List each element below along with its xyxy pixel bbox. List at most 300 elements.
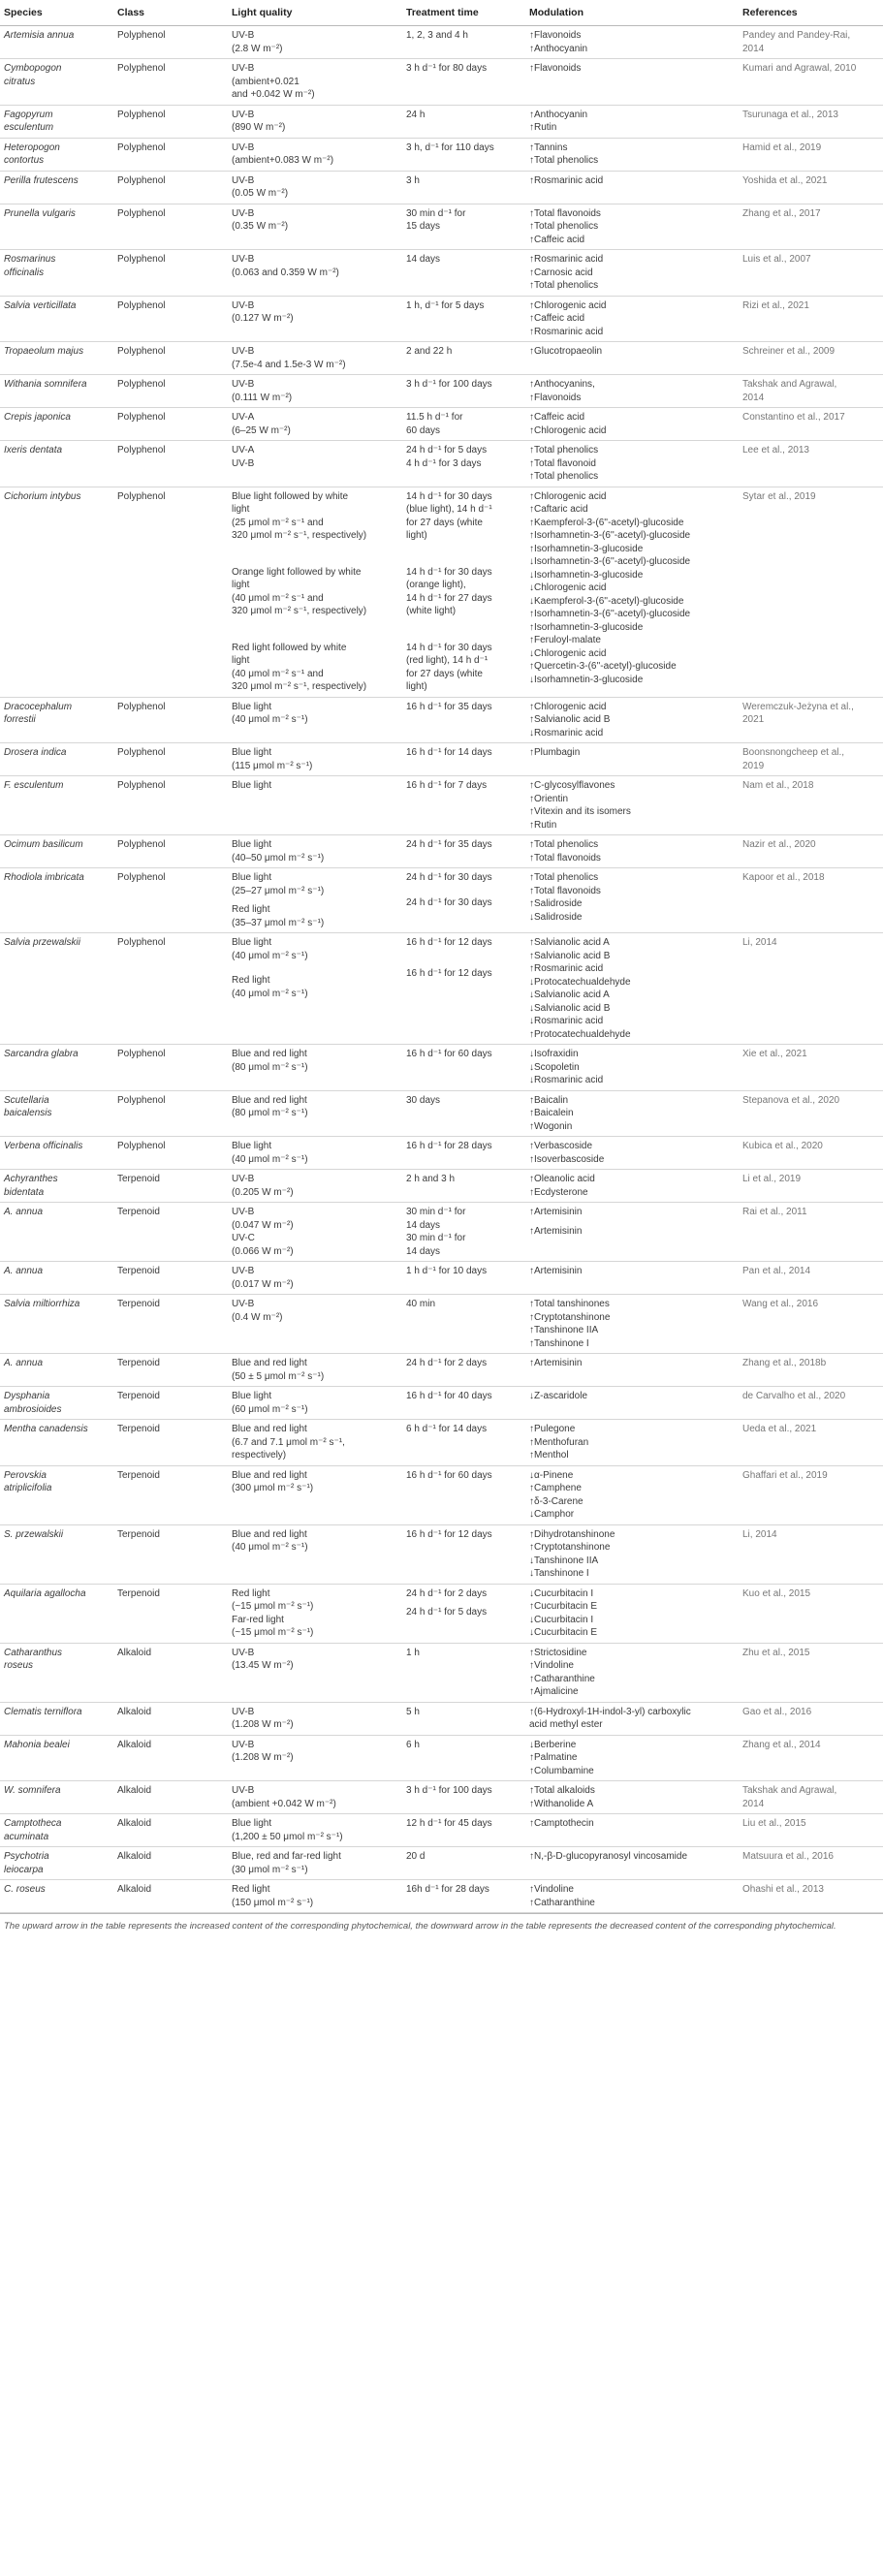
cell-species-line: Artemisia annua <box>4 30 75 42</box>
table-row <box>0 1090 883 1137</box>
cell-light-quality-line: light <box>232 504 250 516</box>
cell-light-quality-line: Blue light <box>232 839 272 851</box>
cell-light-quality-line: (35–37 μmol m⁻² s⁻¹) <box>232 917 325 928</box>
table-row <box>0 1524 883 1584</box>
cell-species-line: S. przewalskii <box>4 1528 64 1540</box>
cell-modulation-line: ↑Salidroside <box>529 898 583 910</box>
cell-references <box>739 776 883 835</box>
cell-class-line: Terpenoid <box>117 1469 160 1481</box>
cell-species-line: Rhodiola imbricata <box>4 872 84 884</box>
cell-references-line: Zhang et al., 2018b <box>742 1358 827 1369</box>
cell-treatment-time <box>402 204 525 250</box>
cell-treatment-time-line: 24 h d⁻¹ for 35 days <box>406 839 492 851</box>
cell-modulation-line: ↑Salvianolic acid B <box>529 950 611 961</box>
table-row <box>0 487 883 697</box>
cell-treatment-time-line: 16 h d⁻¹ for 7 days <box>406 780 488 792</box>
cell-treatment-time-line: 60 days <box>406 424 441 436</box>
table-row <box>0 204 883 250</box>
cell-modulation-line: ↑Total tanshinones <box>529 1299 610 1310</box>
cell-modulation-line: ↑Kaempferol-3-(6''-acetyl)-glucoside <box>529 517 684 528</box>
cell-treatment-time <box>402 1880 525 1913</box>
cell-light-quality <box>228 1420 402 1466</box>
cell-light-quality-line: Blue light <box>232 780 272 792</box>
cell-treatment-time-line: 14 days <box>406 1219 441 1231</box>
cell-references-line: Nam et al., 2018 <box>742 780 814 792</box>
cell-light-quality-line: (40 μmol m⁻² s⁻¹ and <box>232 592 324 604</box>
cell-modulation-line: ↓Tanshinone IIA <box>529 1555 599 1566</box>
cell-modulation-line: ↑Artemisinin <box>529 1358 583 1369</box>
cell-modulation-line: ↓α-Pinene <box>529 1469 574 1481</box>
cell-modulation <box>525 1781 739 1814</box>
cell-references-line: Rizi et al., 2021 <box>742 299 809 311</box>
cell-treatment-time-line: 14 h d⁻¹ for 30 days <box>406 490 492 502</box>
cell-treatment-time-line: 24 h d⁻¹ for 2 days <box>406 1358 488 1369</box>
cell-treatment-time-line: 3 h d⁻¹ for 100 days <box>406 1785 492 1797</box>
cell-references <box>739 1262 883 1295</box>
cell-modulation-line: ↑Menthofuran <box>529 1436 589 1448</box>
cell-light-quality-line: (0.4 W m⁻²) <box>232 1311 283 1323</box>
cell-light-quality <box>228 59 402 106</box>
cell-references-line: Sytar et al., 2019 <box>742 490 816 502</box>
cell-treatment-time <box>402 1354 525 1387</box>
cell-references <box>739 1524 883 1584</box>
cell-class <box>113 1880 228 1913</box>
cell-light-quality-line: Blue and red light <box>232 1094 307 1106</box>
cell-class-line: Polyphenol <box>117 1049 166 1060</box>
cell-modulation-line: ↑Chlorogenic acid <box>529 424 607 436</box>
cell-class-line: Terpenoid <box>117 1424 160 1435</box>
cell-treatment-time-line: 3 h <box>406 174 420 186</box>
cell-modulation <box>525 1203 739 1262</box>
cell-modulation-line: ↑Dihydrotanshinone <box>529 1528 615 1540</box>
cell-treatment-time <box>402 1584 525 1643</box>
cell-species-line: Cymbopogon <box>4 63 62 75</box>
table-row <box>0 138 883 171</box>
cell-class-line: Polyphenol <box>117 701 166 712</box>
cell-modulation-line: ↑Salvianolic acid B <box>529 714 611 726</box>
table-row <box>0 776 883 835</box>
cell-modulation <box>525 105 739 138</box>
cell-light-quality-line: UV-B <box>232 63 255 75</box>
cell-modulation-line: ↑Salvianolic acid A <box>529 937 610 949</box>
cell-modulation-line: ↑Caffeic acid <box>529 234 585 245</box>
cell-light-quality-line: respectively) <box>232 1450 287 1461</box>
cell-class-line: Polyphenol <box>117 346 166 358</box>
cell-light-quality-line: Blue light followed by white <box>232 490 349 502</box>
cell-light-quality <box>228 1847 402 1880</box>
cell-species-line: officinalis <box>4 267 45 278</box>
cell-species <box>0 868 113 933</box>
cell-references-line: Zhang et al., 2017 <box>742 207 821 219</box>
cell-light-quality-line: Blue light <box>232 1391 272 1402</box>
cell-light-quality <box>228 441 402 487</box>
cell-treatment-time-line: 16 h d⁻¹ for 60 days <box>406 1049 492 1060</box>
cell-modulation-line: ↑Isorhamnetin-3-(6''-acetyl)-glucoside <box>529 530 691 542</box>
cell-references-line: Li, 2014 <box>742 1528 777 1540</box>
cell-species-line: Aquilaria agallocha <box>4 1587 86 1599</box>
cell-light-quality-line: (40 μmol m⁻² s⁻¹) <box>232 988 308 999</box>
cell-treatment-time <box>402 1524 525 1584</box>
cell-light-quality <box>228 1137 402 1170</box>
cell-light-quality-line: Red light <box>232 975 270 987</box>
cell-modulation-line: ↑Vindoline <box>529 1660 574 1672</box>
cell-references-line: 2021 <box>742 714 765 726</box>
cell-light-quality-line: Blue light <box>232 872 272 884</box>
table-row <box>0 1465 883 1524</box>
cell-class <box>113 835 228 868</box>
cell-modulation <box>525 776 739 835</box>
cell-references <box>739 1847 883 1880</box>
cell-modulation <box>525 1354 739 1387</box>
cell-light-quality-line: (0.047 W m⁻²) <box>232 1219 294 1231</box>
cell-modulation-line: ↑Total phenolics <box>529 839 599 851</box>
cell-class-line: Polyphenol <box>117 490 166 502</box>
cell-modulation-line: ↑(6-Hydroxyl-1H-indol-3-yl) carboxylic <box>529 1706 691 1717</box>
cell-references <box>739 204 883 250</box>
cell-treatment-time-line: 30 min d⁻¹ for <box>406 1207 466 1218</box>
cell-light-quality <box>228 868 402 933</box>
cell-class <box>113 408 228 441</box>
cell-class-line: Terpenoid <box>117 1587 160 1599</box>
cell-class <box>113 1524 228 1584</box>
cell-modulation-line: ↑Flavonoids <box>529 63 582 75</box>
cell-treatment-time <box>402 1295 525 1354</box>
cell-modulation-line: ↑Rosmarinic acid <box>529 254 604 266</box>
header-references: References <box>739 0 883 26</box>
cell-light-quality <box>228 1643 402 1702</box>
cell-modulation <box>525 1735 739 1781</box>
cell-class <box>113 1354 228 1387</box>
cell-modulation-line: ↓Chlorogenic acid <box>529 647 607 659</box>
cell-class <box>113 1781 228 1814</box>
cell-modulation-line: ↑Glucotropaeolin <box>529 346 603 358</box>
cell-modulation <box>525 1137 739 1170</box>
cell-modulation-line: ↓Chlorogenic acid <box>529 582 607 594</box>
cell-light-quality-line: 320 μmol m⁻² s⁻¹, respectively) <box>232 530 367 542</box>
table-row <box>0 1584 883 1643</box>
cell-modulation-line: ↑Cryptotanshinone <box>529 1542 611 1554</box>
table-row <box>0 1295 883 1354</box>
cell-modulation-line: ↑Isorhamnetin-3-glucoside <box>529 543 644 554</box>
cell-modulation <box>525 441 739 487</box>
cell-treatment-time-line: 16 h d⁻¹ for 12 days <box>406 967 492 979</box>
cell-references-line: 2019 <box>742 760 765 771</box>
cell-light-quality-line: (0.35 W m⁻²) <box>232 221 289 233</box>
table-row <box>0 408 883 441</box>
table-row <box>0 1420 883 1466</box>
cell-species <box>0 1387 113 1420</box>
cell-class <box>113 1295 228 1354</box>
cell-class-line: Alkaloid <box>117 1884 152 1896</box>
cell-treatment-time-line: 2 and 22 h <box>406 346 453 358</box>
cell-treatment-time <box>402 1465 525 1524</box>
cell-class-line: Polyphenol <box>117 412 166 424</box>
cell-light-quality <box>228 375 402 408</box>
cell-references-line: Gao et al., 2016 <box>742 1706 812 1717</box>
cell-references-line: Kumari and Agrawal, 2010 <box>742 63 857 75</box>
cell-class-line: Polyphenol <box>117 780 166 792</box>
cell-species-line: A. annua <box>4 1207 44 1218</box>
cell-species <box>0 26 113 59</box>
cell-class-line: Terpenoid <box>117 1528 160 1540</box>
cell-treatment-time-line: 16 h d⁻¹ for 60 days <box>406 1469 492 1481</box>
cell-light-quality <box>228 1354 402 1387</box>
cell-light-quality-line: Orange light followed by white <box>232 566 362 578</box>
cell-light-quality-line: light <box>232 655 250 667</box>
table-row <box>0 1262 883 1295</box>
cell-species <box>0 487 113 697</box>
header-row <box>0 0 883 26</box>
cell-light-quality-line: (6–25 W m⁻²) <box>232 424 291 436</box>
table-row <box>0 1643 883 1702</box>
cell-references <box>739 1880 883 1913</box>
cell-modulation <box>525 342 739 375</box>
cell-references-line: Hamid et al., 2019 <box>742 141 822 153</box>
cell-light-quality <box>228 1090 402 1137</box>
cell-class-line: Terpenoid <box>117 1299 160 1310</box>
cell-light-quality-line: (25–27 μmol m⁻² s⁻¹) <box>232 885 325 896</box>
cell-light-quality-line: (ambient +0.042 W m⁻²) <box>232 1798 336 1809</box>
cell-treatment-time <box>402 59 525 106</box>
cell-class <box>113 59 228 106</box>
cell-class <box>113 296 228 342</box>
cell-species-line: A. annua <box>4 1266 44 1277</box>
cell-light-quality-line: UV-B <box>232 1174 255 1185</box>
cell-light-quality-line: (0.127 W m⁻²) <box>232 313 294 325</box>
cell-class-line: Alkaloid <box>117 1785 152 1797</box>
cell-species <box>0 1262 113 1295</box>
cell-modulation-line: ↑Flavonoids <box>529 30 582 42</box>
cell-species-line: roseus <box>4 1660 34 1672</box>
cell-class-line: Terpenoid <box>117 1391 160 1402</box>
cell-species <box>0 697 113 743</box>
cell-light-quality <box>228 1295 402 1354</box>
cell-light-quality-line: UV-B <box>232 1706 255 1717</box>
cell-class-line: Alkaloid <box>117 1739 152 1750</box>
cell-modulation-line: ↑Chlorogenic acid <box>529 299 607 311</box>
cell-modulation-line: ↑Tanshinone I <box>529 1337 589 1349</box>
cell-modulation <box>525 375 739 408</box>
cell-references-line: Kubica et al., 2020 <box>742 1141 823 1152</box>
table-row <box>0 1045 883 1091</box>
cell-references <box>739 1295 883 1354</box>
cell-references <box>739 171 883 204</box>
cell-modulation <box>525 1702 739 1735</box>
cell-class <box>113 487 228 697</box>
cell-modulation-line: ↑Quercetin-3-(6''-acetyl)-glucoside <box>529 661 677 673</box>
table-row <box>0 1137 883 1170</box>
cell-treatment-time-line: 24 h d⁻¹ for 30 days <box>406 872 492 884</box>
cell-references <box>739 1584 883 1643</box>
cell-species <box>0 1781 113 1814</box>
cell-class <box>113 342 228 375</box>
cell-modulation-line: ↑Total flavonoids <box>529 852 601 864</box>
cell-references-line: Zhu et al., 2015 <box>742 1647 810 1658</box>
cell-species-line: Drosera indica <box>4 747 67 759</box>
cell-class-line: Polyphenol <box>117 1094 166 1106</box>
table-row <box>0 375 883 408</box>
cell-light-quality-line: UV-B <box>232 174 255 186</box>
cell-modulation-line: ↑Caffeic acid <box>529 412 585 424</box>
cell-modulation-line: ↑Total alkaloids <box>529 1785 595 1797</box>
cell-modulation-line: ↑Plumbagin <box>529 747 581 759</box>
cell-modulation-line: ↑Cucurbitacin E <box>529 1601 598 1613</box>
cell-modulation-line: ↑Orientin <box>529 793 569 804</box>
cell-treatment-time-line: 3 h d⁻¹ for 80 days <box>406 63 488 75</box>
cell-treatment-time-line: 2 h and 3 h <box>406 1174 456 1185</box>
cell-references-line: Li, 2014 <box>742 937 777 949</box>
cell-light-quality <box>228 105 402 138</box>
cell-modulation-line: ↑Total phenolics <box>529 221 599 233</box>
header-light-quality: Light quality <box>228 0 402 26</box>
cell-species <box>0 441 113 487</box>
cell-class-line: Polyphenol <box>117 1141 166 1152</box>
cell-modulation-line: ↑Ecdysterone <box>529 1186 588 1198</box>
cell-treatment-time-line: 24 h d⁻¹ for 5 days <box>406 1607 488 1618</box>
cell-species <box>0 59 113 106</box>
cell-modulation-line: ↑Caftaric acid <box>529 504 588 516</box>
cell-species-line: Withania somnifera <box>4 379 87 391</box>
cell-light-quality <box>228 933 402 1045</box>
cell-modulation-line: ↑C-glycosylflavones <box>529 780 615 792</box>
cell-species-line: Camptotheca <box>4 1818 62 1830</box>
cell-modulation-line: ↑Vindoline <box>529 1884 574 1896</box>
cell-treatment-time-line: 24 h d⁻¹ for 5 days <box>406 445 488 456</box>
cell-references <box>739 1702 883 1735</box>
cell-treatment-time <box>402 1847 525 1880</box>
cell-class <box>113 1735 228 1781</box>
cell-light-quality-line: (80 μmol m⁻² s⁻¹) <box>232 1061 308 1073</box>
cell-species-line: Perilla frutescens <box>4 174 79 186</box>
cell-class <box>113 933 228 1045</box>
cell-species <box>0 250 113 297</box>
cell-treatment-time <box>402 1643 525 1702</box>
cell-light-quality <box>228 697 402 743</box>
cell-species-line: Ocimum basilicum <box>4 839 83 851</box>
cell-class <box>113 1137 228 1170</box>
cell-species-line: F. esculentum <box>4 780 64 792</box>
cell-species <box>0 1643 113 1702</box>
cell-references-line: Wang et al., 2016 <box>742 1299 819 1310</box>
cell-treatment-time-line: 30 min d⁻¹ for <box>406 207 466 219</box>
cell-light-quality <box>228 835 402 868</box>
cell-treatment-time <box>402 487 525 697</box>
table-row <box>0 933 883 1045</box>
cell-modulation-line: ↑Rosmarinic acid <box>529 326 604 337</box>
cell-light-quality-line: UV-A <box>232 412 255 424</box>
cell-references <box>739 1354 883 1387</box>
cell-species <box>0 171 113 204</box>
cell-modulation-line: ↑Baicalein <box>529 1108 574 1119</box>
cell-references-line: Pandey and Pandey-Rai, <box>742 30 851 42</box>
cell-modulation <box>525 697 739 743</box>
cell-light-quality-line: (~15 μmol m⁻² s⁻¹) <box>232 1601 314 1613</box>
cell-modulation-line: ↑N,-β-D-glucopyranosyl vincosamide <box>529 1851 688 1863</box>
cell-references-line: Xie et al., 2021 <box>742 1049 807 1060</box>
cell-treatment-time-line: 14 h d⁻¹ for 30 days <box>406 642 492 653</box>
cell-class <box>113 204 228 250</box>
cell-modulation-line: ↓Tanshinone I <box>529 1568 589 1580</box>
cell-modulation-line: ↓Cucurbitacin E <box>529 1627 598 1639</box>
cell-light-quality <box>228 1814 402 1847</box>
cell-references <box>739 408 883 441</box>
cell-light-quality-line: (0.017 W m⁻²) <box>232 1278 294 1290</box>
table-row <box>0 1847 883 1880</box>
cell-references-line: 2014 <box>742 392 765 403</box>
cell-references <box>739 1090 883 1137</box>
cell-references <box>739 105 883 138</box>
cell-light-quality-line: Blue and red light <box>232 1528 307 1540</box>
cell-light-quality <box>228 1524 402 1584</box>
cell-modulation <box>525 1465 739 1524</box>
cell-light-quality-line: Blue, red and far-red light <box>232 1851 341 1863</box>
cell-modulation-line: ↑Oleanolic acid <box>529 1174 595 1185</box>
cell-references-line: Boonsnongcheep et al., <box>742 747 845 759</box>
cell-references-line: Lee et al., 2013 <box>742 445 809 456</box>
cell-references-line: Weremczuk-Jeżyna et al., <box>742 701 854 712</box>
cell-modulation <box>525 1584 739 1643</box>
cell-light-quality-line: (1,200 ± 50 μmol m⁻² s⁻¹) <box>232 1831 343 1842</box>
cell-light-quality-line: Blue light <box>232 1818 272 1830</box>
cell-treatment-time <box>402 26 525 59</box>
cell-references-line: Takshak and Agrawal, <box>742 1785 837 1797</box>
table-row <box>0 26 883 59</box>
cell-light-quality-line: 320 μmol m⁻² s⁻¹, respectively) <box>232 606 367 617</box>
cell-references-line: Ohashi et al., 2013 <box>742 1884 824 1896</box>
cell-treatment-time-line: (red light), 14 h d⁻¹ <box>406 655 489 667</box>
cell-modulation <box>525 408 739 441</box>
cell-modulation-line: ↑Strictosidine <box>529 1647 587 1658</box>
cell-treatment-time-line: 3 h d⁻¹ for 100 days <box>406 379 492 391</box>
cell-species <box>0 1203 113 1262</box>
header-species: Species <box>0 0 113 26</box>
cell-class-line: Polyphenol <box>117 207 166 219</box>
cell-species <box>0 1735 113 1781</box>
cell-references-line: Kapoor et al., 2018 <box>742 872 825 884</box>
cell-species-line: forrestii <box>4 714 36 726</box>
cell-modulation <box>525 743 739 776</box>
cell-light-quality <box>228 1045 402 1091</box>
cell-treatment-time <box>402 1814 525 1847</box>
cell-treatment-time <box>402 105 525 138</box>
cell-light-quality-line: (40 μmol m⁻² s⁻¹) <box>232 1542 308 1554</box>
cell-species-line: W. somnifera <box>4 1785 61 1797</box>
cell-modulation-line: ↑Isorhamnetin-3-glucoside <box>529 621 644 633</box>
cell-light-quality-line: Red light <box>232 904 270 916</box>
cell-treatment-time-line: 6 h <box>406 1739 420 1750</box>
cell-modulation-line: ↓Scopoletin <box>529 1061 580 1073</box>
cell-modulation-line: ↓Salvianolic acid A <box>529 990 610 1001</box>
cell-class <box>113 250 228 297</box>
cell-light-quality <box>228 204 402 250</box>
cell-modulation-line: ↓Protocatechualdehyde <box>529 976 631 988</box>
cell-species <box>0 204 113 250</box>
cell-light-quality-line: UV-B <box>232 1647 255 1658</box>
cell-modulation-line: acid methyl ester <box>529 1719 603 1731</box>
cell-light-quality-line: UV-B <box>232 299 255 311</box>
cell-species-line: citratus <box>4 76 36 87</box>
cell-modulation-line: ↓Kaempferol-3-(6''-acetyl)-glucoside <box>529 595 684 607</box>
cell-references-line: Kuo et al., 2015 <box>742 1587 811 1599</box>
table-row <box>0 835 883 868</box>
cell-treatment-time <box>402 743 525 776</box>
cell-class <box>113 138 228 171</box>
cell-modulation <box>525 933 739 1045</box>
cell-modulation <box>525 296 739 342</box>
cell-treatment-time-line: 40 min <box>406 1299 436 1310</box>
cell-light-quality-line: UV-B <box>232 1266 255 1277</box>
cell-treatment-time <box>402 1170 525 1203</box>
